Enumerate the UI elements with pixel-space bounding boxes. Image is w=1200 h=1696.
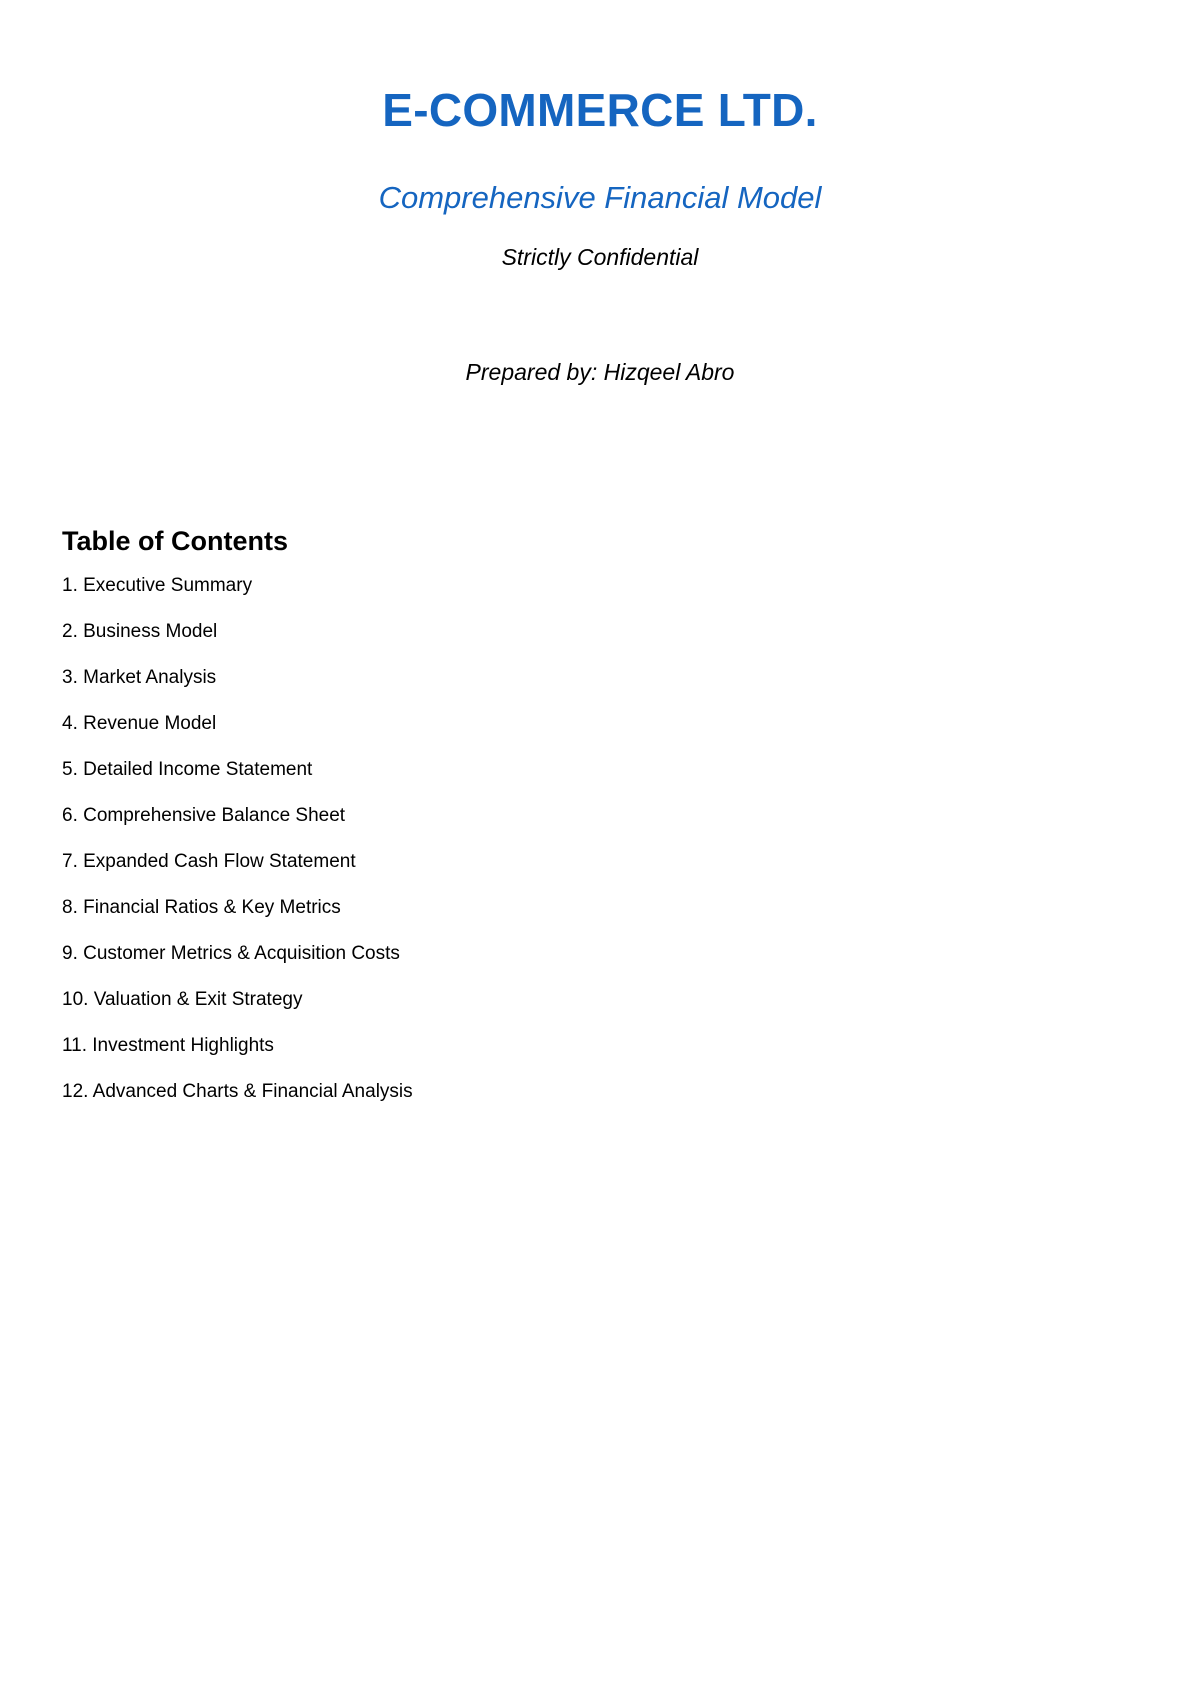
prepared-by: Prepared by: Hizqeel Abro (465, 359, 735, 385)
toc-item-income-statement: 5. Detailed Income Statement (62, 759, 313, 780)
toc-item-valuation-exit: 10. Valuation & Exit Strategy (62, 989, 303, 1010)
toc-item-balance-sheet: 6. Comprehensive Balance Sheet (62, 805, 346, 826)
table-of-contents (62, 523, 1062, 1125)
toc-item-customer-metrics: 9. Customer Metrics & Acquisition Costs (62, 943, 400, 964)
toc-item-market-analysis: 3. Market Analysis (62, 667, 217, 688)
toc-list (62, 573, 1062, 1125)
toc-item-cash-flow-statement: 7. Expanded Cash Flow Statement (62, 851, 356, 872)
toc-item-investment-highlights: 11. Investment Highlights (62, 1035, 274, 1056)
document-subtitle: Comprehensive Financial Model (378, 180, 822, 215)
company-title: E-COMMERCE LTD. (382, 84, 818, 136)
toc-item-business-model: 2. Business Model (62, 621, 218, 642)
toc-item-financial-ratios: 8. Financial Ratios & Key Metrics (62, 897, 341, 918)
confidentiality-note: Strictly Confidential (501, 244, 699, 270)
toc-item-revenue-model: 4. Revenue Model (62, 713, 217, 734)
toc-item-executive-summary: 1. Executive Summary (62, 575, 253, 596)
toc-item-advanced-charts: 12. Advanced Charts & Financial Analysis (62, 1081, 413, 1102)
toc-heading: Table of Contents (62, 526, 288, 556)
